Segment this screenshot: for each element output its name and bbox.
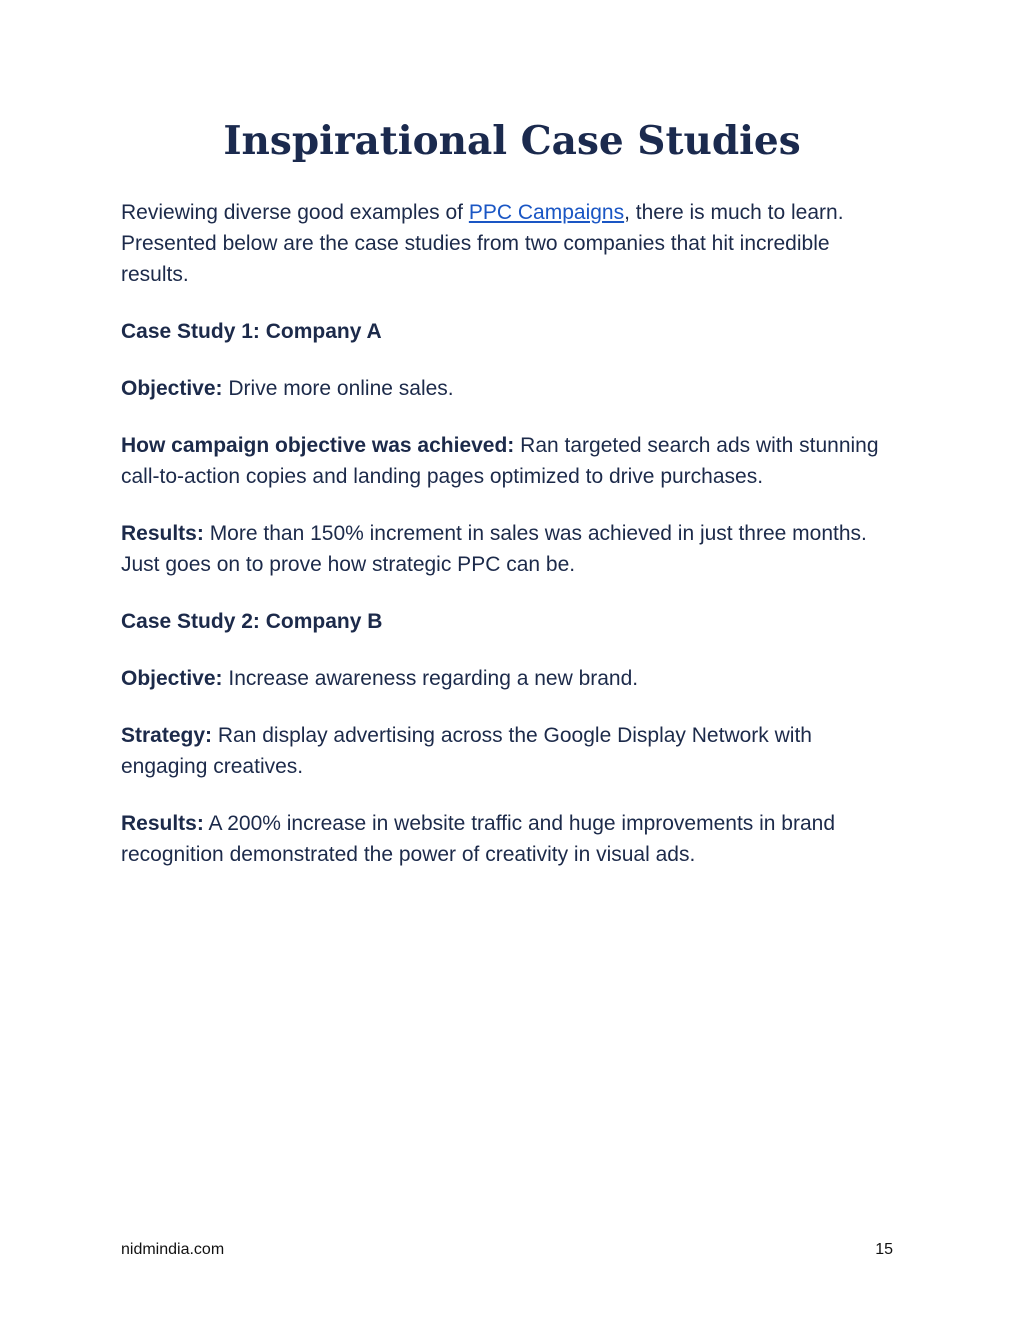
objective-text: Drive more online sales. bbox=[222, 377, 454, 400]
strategy-label: Strategy: bbox=[121, 724, 213, 747]
results-label: Results: bbox=[121, 522, 204, 545]
page-number: 15 bbox=[875, 1241, 893, 1258]
results-label: Results: bbox=[121, 812, 204, 835]
results-text: A 200% increase in website traffic and huge improvements in brand recognition demonstrated the power of creativity in visual ads. bbox=[121, 812, 836, 866]
how-label: How campaign objective was achieved: bbox=[121, 434, 515, 457]
page-title: Inspirational Case Studies bbox=[223, 118, 801, 164]
how-text: Ran targeted search ads with stunning call-to-action copies and landing pages optimized to drive purchases. bbox=[121, 434, 879, 488]
intro-paragraph bbox=[121, 197, 901, 290]
case-study-2-results bbox=[121, 808, 901, 870]
objective-label: Objective: bbox=[121, 667, 223, 690]
objective-label: Objective: bbox=[121, 377, 223, 400]
case-study-1-results bbox=[121, 518, 901, 580]
case-study-1-heading: Case Study 1: Company A bbox=[121, 320, 382, 343]
case-study-1-how bbox=[121, 430, 901, 492]
case-study-2-heading: Case Study 2: Company B bbox=[121, 610, 383, 633]
intro-text-before-link: Reviewing diverse good examples of bbox=[121, 201, 469, 224]
case-study-2-objective bbox=[121, 663, 901, 694]
case-study-2-strategy bbox=[121, 720, 901, 782]
document-body bbox=[121, 197, 901, 896]
page-footer bbox=[121, 1241, 893, 1259]
ppc-campaigns-link[interactable]: PPC Campaigns bbox=[468, 201, 625, 224]
footer-site: nidmindia.com bbox=[121, 1241, 225, 1258]
objective-text: Increase awareness regarding a new brand. bbox=[222, 667, 639, 690]
intro-text-after-link: , there is much to learn. Presented below are the case studies from two companies that hit incredible results. bbox=[121, 201, 844, 286]
case-study-1-objective bbox=[121, 373, 901, 404]
results-text: More than 150% increment in sales was achieved in just three months. Just goes on to prove how strategic PPC can be. bbox=[121, 522, 867, 576]
strategy-text: Ran display advertising across the Google Display Network with engaging creatives. bbox=[121, 724, 812, 778]
